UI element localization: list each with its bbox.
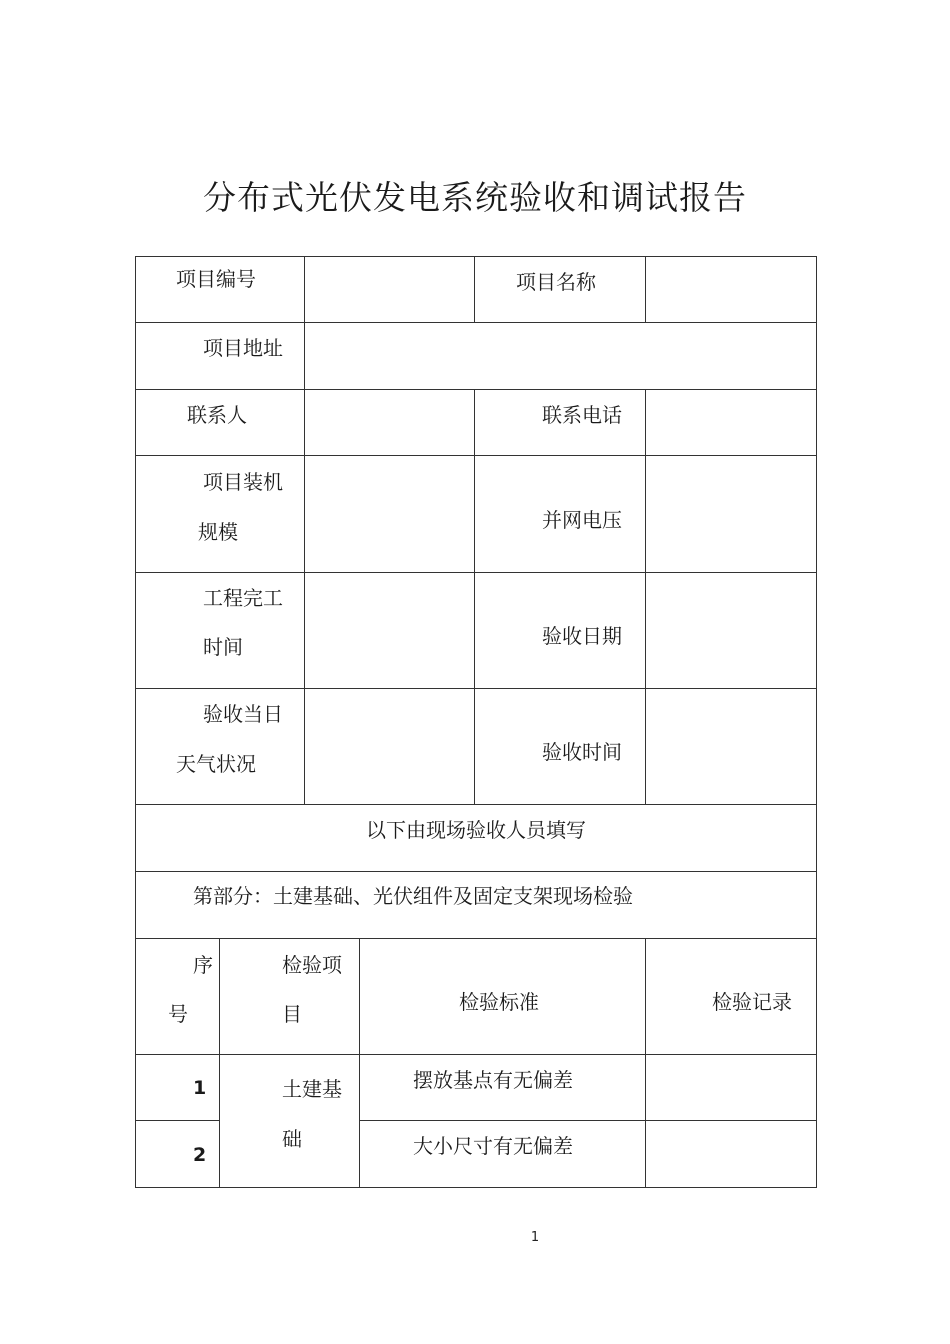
label-completion-1: 工程完工 <box>203 586 283 610</box>
header-item-1: 检验项 <box>282 953 342 977</box>
field-acceptance-date[interactable] <box>647 574 815 687</box>
label-acceptance-time: 验收时间 <box>542 740 622 764</box>
field-completion[interactable] <box>306 574 473 687</box>
label-weather-2: 天气状况 <box>176 752 256 776</box>
field-weather[interactable] <box>306 690 473 803</box>
field-project-no[interactable] <box>306 258 473 321</box>
label-acceptance-date: 验收日期 <box>542 624 622 648</box>
onsite-note: 以下由现场验收人员填写 <box>366 818 586 842</box>
row-standard-2: 大小尺寸有无偏差 <box>413 1134 573 1158</box>
row-no-2: 2 <box>193 1144 207 1166</box>
label-project-name: 项目名称 <box>516 270 596 294</box>
header-record: 检验记录 <box>712 990 792 1014</box>
field-acceptance-time[interactable] <box>647 690 815 803</box>
label-completion-2: 时间 <box>203 635 243 659</box>
field-grid-voltage[interactable] <box>647 457 815 571</box>
label-capacity-1: 项目装机 <box>203 470 283 494</box>
label-project-no: 项目编号 <box>176 267 256 291</box>
field-contact[interactable] <box>306 391 473 454</box>
field-project-name[interactable] <box>647 258 815 321</box>
field-record-2[interactable] <box>647 1122 815 1186</box>
field-capacity[interactable] <box>306 457 473 571</box>
field-record-1[interactable] <box>647 1056 815 1119</box>
label-capacity-2: 规模 <box>198 520 238 544</box>
label-contact-phone: 联系电话 <box>542 403 622 427</box>
group-item-2: 础 <box>282 1127 302 1151</box>
header-seq-2: 号 <box>168 1002 188 1026</box>
row-standard-1: 摆放基点有无偏差 <box>413 1068 573 1092</box>
label-grid-voltage: 并网电压 <box>542 508 622 532</box>
header-item-2: 目 <box>282 1002 302 1026</box>
field-project-address[interactable] <box>306 324 815 388</box>
document-title: 分布式光伏发电系统验收和调试报告 <box>203 178 747 217</box>
label-project-address: 项目地址 <box>203 336 283 360</box>
row-no-1: 1 <box>193 1077 207 1099</box>
header-standard: 检验标准 <box>459 990 539 1014</box>
header-seq-1: 序 <box>193 953 213 977</box>
label-weather-1: 验收当日 <box>203 702 283 726</box>
label-contact: 联系人 <box>187 403 247 427</box>
page-number: 1 <box>530 1230 540 1245</box>
section-heading: 第部分：土建基础、光伏组件及固定支架现场检验 <box>193 884 633 908</box>
field-contact-phone[interactable] <box>647 391 815 454</box>
group-item-1: 土建基 <box>282 1077 342 1101</box>
